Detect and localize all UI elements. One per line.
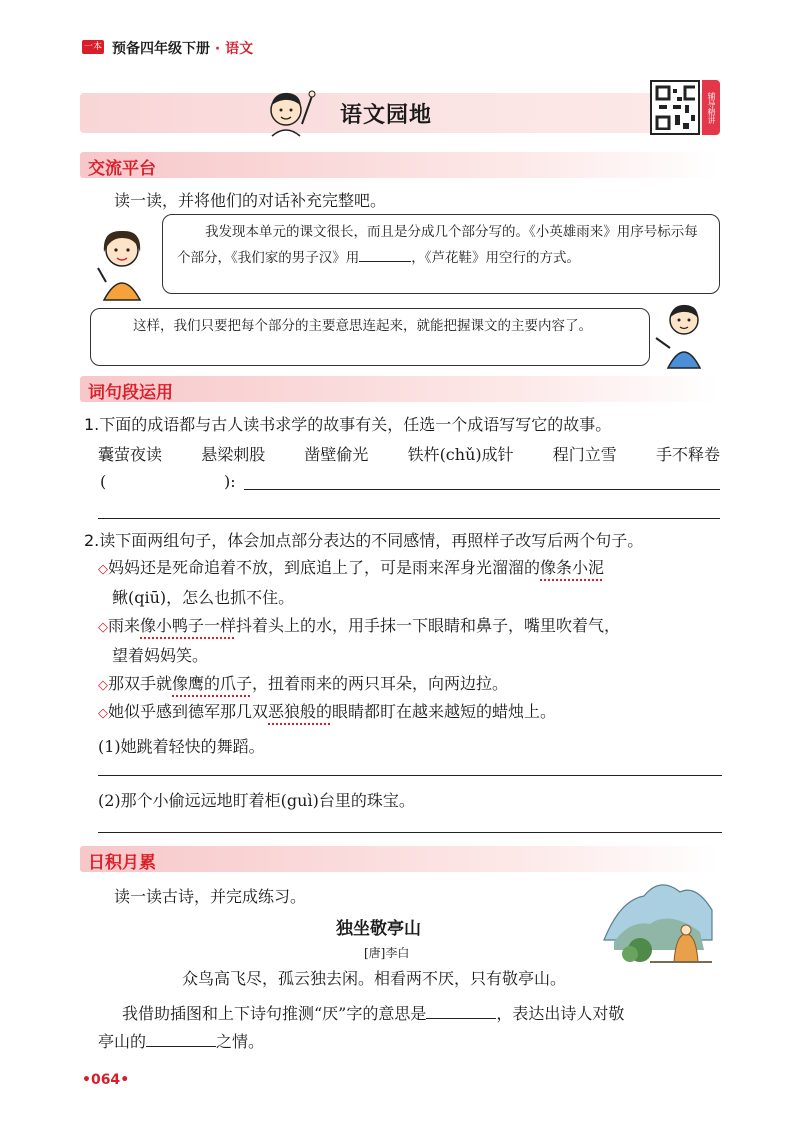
section-bar-accumulate: [80, 846, 720, 872]
q2-sentence-1: [98, 554, 722, 612]
idiom-item: 悬梁刺股: [201, 445, 266, 464]
speech-bubble-boy: [90, 308, 650, 366]
sentence-text: 那双手就: [108, 674, 173, 693]
idiom-item: 铁杵(chǔ)成针: [407, 445, 514, 464]
answer-line-q2-1[interactable]: [98, 775, 722, 776]
question-text: ，表达出诗人对敬: [496, 1004, 625, 1023]
q2-sentence-2: [98, 612, 722, 670]
girl-illustration-icon: [90, 222, 156, 302]
qr-code-icon[interactable]: [650, 80, 700, 135]
sentence-text: (qiū)，怎么也抓不住。: [128, 588, 295, 607]
bubble-boy-text: 这样，我们只要把每个部分的主要意思连起来，就能把握课文的主要内容了。: [133, 318, 592, 334]
mountain-illustration-icon: [600, 870, 718, 966]
poem-instruction: 读一读古诗，并完成练习。: [114, 887, 307, 906]
section-title-exchange: 交流平台: [88, 159, 156, 179]
answer-line-q1-a[interactable]: [244, 489, 720, 490]
page-number: •064•: [82, 1072, 130, 1088]
diamond-bullet-icon: ◇: [98, 620, 108, 635]
q2-sentence-3: [98, 670, 722, 700]
diamond-bullet-icon: ◇: [98, 562, 108, 577]
subject-text: 语文: [225, 41, 254, 57]
idiom-item: 囊萤夜读: [98, 445, 163, 464]
answer-line-q1-b[interactable]: [98, 518, 720, 519]
poem-verse: 众鸟高飞尽，孤云独去闲。相看两不厌，只有敬亭山。: [182, 969, 567, 988]
q2-item-1: (1)她跳着轻快的舞蹈。: [98, 737, 265, 756]
speech-bubble-girl: [162, 214, 720, 294]
question-text: 我借助插图和上下诗句推测“厌”字的意思是: [122, 1004, 427, 1023]
grade-text: 预备四年级下册: [112, 41, 210, 57]
idiom-item: 手不释卷: [655, 445, 720, 464]
dotted-phrase: 像小鸭子一样: [140, 616, 237, 635]
poem-question: [98, 1000, 722, 1056]
qr-tab-label: 辅导精讲: [702, 80, 720, 135]
boy-illustration-icon-2: [652, 298, 714, 370]
answer-blank-poem-2[interactable]: [146, 1032, 216, 1047]
sentence-text: 她似乎感到德军那几双: [108, 702, 269, 721]
bubble-girl-text-a: 我发现本单元的课文很长，而且是分成几个部分写的。《小英雄雨来》用序号标示每个部分，《我们家的男子汉》用: [177, 224, 698, 266]
q2-item-2: (2)那个小偷远远地盯着柜(guì)台里的珠宝。: [98, 791, 415, 810]
sentence-text: 鳅: [112, 588, 129, 607]
sentence-text: 妈妈还是死命追着不放，到底追上了，可是雨来浑身光溜溜的: [108, 558, 541, 577]
section-title-accumulate: 日积月累: [88, 853, 156, 873]
dotted-phrase: 恶狼般的: [268, 702, 333, 721]
sentence-text: 雨来: [108, 616, 141, 635]
idiom-item: 凿壁偷光: [304, 445, 369, 464]
q1-paren-close: ):: [224, 472, 236, 491]
section-bar-usage: [80, 376, 720, 402]
page-title: 语文园地: [340, 103, 433, 128]
q1-prompt: 1.下面的成语都与古人读书求学的故事有关，任选一个成语写写它的故事。: [84, 415, 612, 434]
brand-logo: 一本: [83, 42, 102, 52]
diamond-bullet-icon: ◇: [98, 678, 108, 693]
diamond-bullet-icon: ◇: [98, 706, 108, 721]
section-title-usage: 词句段运用: [88, 383, 173, 403]
q2-sentence-4: [98, 698, 722, 728]
bubble-girl-text-b: ，《芦花鞋》用空行的方式。: [411, 250, 580, 266]
dotted-phrase: 像条小泥: [540, 558, 605, 577]
sentence-text: ，扭着雨来的两只耳朵，向两边拉。: [252, 674, 509, 693]
sentence-text: 望着妈妈笑。: [112, 646, 209, 665]
answer-line-q2-2[interactable]: [98, 832, 722, 833]
q1-paren-open: (: [100, 472, 107, 491]
page-number-text: 064: [90, 1072, 121, 1088]
answer-blank-poem-1[interactable]: [426, 1004, 496, 1019]
poem-title: 独坐敬亭山: [336, 919, 421, 939]
sentence-text: 眼睛都盯在越来越短的蜡烛上。: [332, 702, 557, 721]
question-text: 之情。: [216, 1032, 265, 1051]
question-text: 亭山的: [98, 1032, 147, 1051]
book-grade: [112, 38, 253, 58]
poem-author: [唐]李白: [364, 946, 410, 960]
section-bar-exchange: [80, 152, 720, 178]
sentence-text: 抖着头上的水，用手抹一下眼睛和鼻子，嘴里吹着气，: [236, 616, 621, 635]
exchange-instruction: 读一读，并将他们的对话补充完整吧。: [114, 191, 387, 210]
answer-blank-1[interactable]: [359, 247, 411, 262]
boy-illustration-icon: [262, 84, 322, 138]
separator: ·: [214, 41, 221, 57]
dotted-phrase: 像鹰的爪子: [172, 674, 253, 693]
idiom-item: 程门立雪: [552, 445, 617, 464]
q2-prompt: 2.读下面两组句子，体会加点部分表达的不同感情，再照样子改写后两个句子。: [84, 531, 644, 550]
idiom-list: [98, 442, 720, 465]
